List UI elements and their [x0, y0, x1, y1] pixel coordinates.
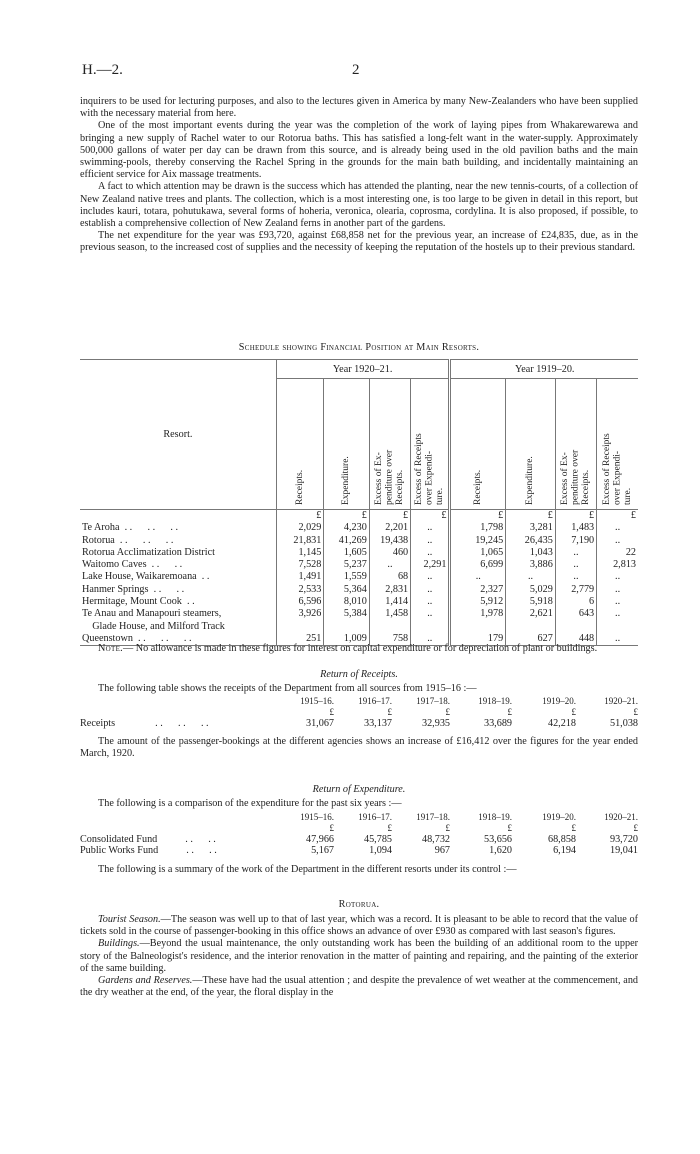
col-expenditure: Expenditure. — [525, 456, 536, 505]
col-expenditure: Expenditure. — [341, 456, 352, 505]
table-cell: 3,281 — [506, 522, 556, 534]
table-cell: 2,779 — [555, 584, 596, 596]
table-cell: 2,831 — [369, 584, 410, 596]
year-label: 1920–21. — [604, 812, 638, 822]
table-cell: .. — [411, 608, 450, 620]
year-label: 1917–18. — [416, 812, 450, 822]
year-label: 1918–19. — [478, 812, 512, 822]
year-label: 1920–21. — [604, 696, 638, 706]
rotorua-paragraph: Buildings.—Beyond the usual maintenance, the only outstanding work has been the building of an additional room to the upper story of the Balneologist's residence, and the interior renovation in the matter of painting and repairing, and the painting of the exterior of the same building. — [80, 938, 638, 974]
table-cell: 1,798 — [450, 522, 506, 534]
table-cell: 5,912 — [450, 596, 506, 608]
intro-text — [80, 96, 638, 255]
resort-column-header: Resort. — [80, 360, 276, 510]
table-cell: 1,491 — [276, 571, 324, 583]
table-cell: .. — [369, 559, 410, 571]
receipts-heading: Return of Receipts. — [320, 669, 398, 680]
resort-name: Glade House, and Milford Track — [82, 620, 225, 632]
table-cell: .. — [597, 608, 638, 620]
resort-name: Waitomo Caves . . . . — [82, 559, 183, 571]
table-cell: 5,384 — [324, 608, 369, 620]
table-cell: 2,533 — [276, 584, 324, 596]
table-cell: 6,596 — [276, 596, 324, 608]
table-cell: 1,043 — [506, 547, 556, 559]
col-receipts: Receipts. — [473, 469, 484, 505]
table-cell: 19,438 — [369, 535, 410, 547]
year-label: 1915–16. — [300, 696, 334, 706]
year-label: 1916–17. — [358, 812, 392, 822]
rotorua-text — [80, 914, 638, 999]
table-cell: 2,291 — [411, 559, 450, 571]
table-cell: .. — [411, 571, 450, 583]
receipts-after: The amount of the passenger-bookings at the different agencies shows an increase of £16,412 over the figures for the year ended March, 1920. — [80, 736, 638, 760]
expenditure-after: The following is a summary of the work of the Department in the different resorts under its control :— — [98, 864, 517, 875]
table-cell: 5,029 — [506, 584, 556, 596]
table-cell: .. — [555, 559, 596, 571]
year-label: 1917–18. — [416, 696, 450, 706]
table-cell: .. — [411, 522, 450, 534]
col-excess-receipts: Excess of Receipts over Expendi- ture. — [414, 433, 446, 505]
expenditure-intro: The following is a comparison of the expenditure for the past six years :— — [98, 798, 402, 809]
table-cell: 6 — [555, 596, 596, 608]
year-label: 1919–20. — [542, 812, 576, 822]
table-cell — [597, 621, 638, 633]
table-cell: 179 — [450, 633, 506, 646]
table-cell: .. — [597, 633, 638, 646]
table-cell: 2,813 — [597, 559, 638, 571]
table-cell: 2,201 — [369, 522, 410, 534]
resort-name: Rotorua . . . . . . — [82, 534, 174, 546]
table-cell — [450, 621, 506, 633]
note-label: Note. — [98, 643, 124, 654]
year-b-header: Year 1919–20. — [450, 360, 638, 379]
table-row: Consolidated Fund . . . . 47,966 45,785 48,732 53,656 68,858 93,720 — [80, 834, 638, 845]
expenditure-heading: Return of Expenditure. — [312, 784, 406, 795]
page-header — [82, 62, 640, 82]
resort-name: Queenstown . . . . . . — [80, 633, 276, 646]
table-cell — [555, 621, 596, 633]
table-cell: 68 — [369, 571, 410, 583]
expenditure-table: 1915–16. 1916–17. 1917–18. 1918–19. 1919–20. 1920–21. £ £ £ £ £ £ Consolidated Fund . . . . 47,966 45,785 48,732 53,656 68,858 93,720 Public Works Fund . . . . 5,167 1,094 967 1,620 6,194 19,041 — [80, 812, 638, 856]
table-cell: .. — [555, 571, 596, 583]
table-cell: 1,065 — [450, 547, 506, 559]
table-cell: 7,528 — [276, 559, 324, 571]
table-cell: 6,699 — [450, 559, 506, 571]
resort-name: Hermitage, Mount Cook . . — [82, 596, 195, 608]
table-cell: .. — [411, 547, 450, 559]
table-cell: 22 — [597, 547, 638, 559]
col-excess-receipts: Excess of Receipts over Expendi- ture. — [601, 433, 633, 505]
table-cell: 1,458 — [369, 608, 410, 620]
table-cell: 758 — [369, 633, 410, 646]
table-row — [80, 522, 638, 534]
table-cell: 19,245 — [450, 535, 506, 547]
table-cell — [369, 621, 410, 633]
note-text: Note.— No allowance is made in these figures for interest on capital expenditure or for depreciation of plant or buildings. — [98, 643, 598, 654]
col-excess-expenditure: Excess of Ex- penditure over Receipts. — [560, 449, 592, 505]
page-number: 2 — [352, 62, 360, 78]
document-code: H.—2. — [82, 62, 123, 78]
table-cell: .. — [411, 633, 450, 646]
table-cell: 41,269 — [324, 535, 369, 547]
rotorua-heading: Rotorua. — [338, 899, 380, 910]
resort-name: Te Aroha . . . . . . — [82, 522, 179, 534]
col-excess-expenditure: Excess of Ex- penditure over Receipts. — [374, 449, 406, 505]
table-row — [80, 584, 638, 596]
year-a-header: Year 1920–21. — [276, 360, 450, 379]
table-cell: 7,190 — [555, 535, 596, 547]
table-row — [80, 559, 638, 571]
resort-name: Lake House, Waikaremoana . . — [82, 571, 210, 583]
resort-name: Hanmer Springs . . . . — [82, 583, 185, 595]
table-cell: 1,009 — [324, 633, 369, 646]
table-cell: 251 — [276, 633, 324, 646]
table-cell: 26,435 — [506, 535, 556, 547]
table-cell — [324, 621, 369, 633]
table-cell: .. — [411, 584, 450, 596]
table-cell: 5,918 — [506, 596, 556, 608]
table-cell: 627 — [506, 633, 556, 646]
table-cell: 3,886 — [506, 559, 556, 571]
table-cell: 2,029 — [276, 522, 324, 534]
table-cell: .. — [411, 596, 450, 608]
currency-row: £ £ £ £ £ £ £ £ — [80, 510, 638, 523]
table-cell: .. — [555, 547, 596, 559]
table-cell: .. — [450, 571, 506, 583]
table-cell: 1,605 — [324, 547, 369, 559]
rotorua-paragraph: Gardens and Reserves.—These have had the usual attention ; and despite the prevalence of wet weather at the commencement, and the dry weather at the end, of the year, the floral display in the — [80, 975, 639, 999]
table-cell: 1,414 — [369, 596, 410, 608]
table-cell: 1,145 — [276, 547, 324, 559]
table-cell: 2,621 — [506, 608, 556, 620]
table-cell: 5,237 — [324, 559, 369, 571]
table-cell: 1,978 — [450, 608, 506, 620]
intro-paragraph: inquirers to be used for lecturing purposes, and also to the lectures given in America by many New-Zealanders who have been supplied with the necessary material from here. — [80, 96, 638, 120]
table-cell: .. — [506, 571, 556, 583]
year-label: 1916–17. — [358, 696, 392, 706]
resorts-table — [80, 359, 638, 646]
table-row: Receipts . . . . . . 31,067 33,137 32,935 33,689 42,218 51,038 — [80, 718, 638, 729]
table-cell: .. — [597, 596, 638, 608]
resort-name: Rotorua Acclimatization District — [82, 546, 215, 558]
table-cell: 3,926 — [276, 608, 324, 620]
table-row — [80, 596, 638, 608]
year-label: 1919–20. — [542, 696, 576, 706]
rotorua-paragraph: Tourist Season.—The season was well up to that of last year, which was a record. It is pleasant to be able to record that the value of tickets sold in the course of passenger-booking in this office shows an advance of over £930 as compared with last season's figures. — [80, 914, 639, 938]
intro-paragraph: One of the most important events during the year was the completion of the work of laying pipes from Whakarewarewa and bringing a new supply of Rachel water to our Rotorua baths. This has satisfied a long-felt want in the water-supply. Approximately 500,000 gallons of water per day can be drawn from this source, and is already being used in the old pavilion baths and the main swimming-pools, thereby conserving the Rachel Spring in the grounds for the main bath building, and incidentally maintaining an efficient service for Aix massage treatments. — [80, 120, 638, 181]
table-cell — [411, 621, 450, 633]
year-label: 1918–19. — [478, 696, 512, 706]
col-receipts: Receipts. — [294, 469, 305, 505]
table-cell: .. — [597, 584, 638, 596]
table-cell: 460 — [369, 547, 410, 559]
table-cell: 21,831 — [276, 535, 324, 547]
table-cell: 4,230 — [324, 522, 369, 534]
table-cell: .. — [597, 535, 638, 547]
table-cell — [506, 621, 556, 633]
table-cell — [276, 621, 324, 633]
table-cell: 448 — [555, 633, 596, 646]
table-row — [80, 608, 638, 620]
resort-name: Te Anau and Manapouri steamers, — [82, 608, 222, 620]
table-cell: 5,364 — [324, 584, 369, 596]
table-row — [80, 571, 638, 583]
table-row — [80, 547, 638, 559]
schedule-title: Schedule showing Financial Position at Main Resorts. — [238, 342, 480, 353]
table-cell: .. — [597, 571, 638, 583]
intro-paragraph: A fact to which attention may be drawn is the success which has attended the planting, near the new tennis-courts, of a collection of New Zealand native trees and plants. The collection, which is a most interesting one, is too large to be given in detail in this report, but includes kauri, totara, pohutukawa, several forms of hoheria, veronica, olearia, coprosma, cordylina. It is also proposed, if possible, to establish a comprehensive collection of New Zealand ferns in another part of the gardens. — [80, 181, 638, 230]
table-cell: 2,327 — [450, 584, 506, 596]
year-label: 1915–16. — [300, 812, 334, 822]
receipts-intro: The following table shows the receipts of the Department from all sources from 1915–16 :— — [98, 683, 477, 694]
table-cell: 1,483 — [555, 522, 596, 534]
table-cell: .. — [411, 535, 450, 547]
table-cell: 1,559 — [324, 571, 369, 583]
table-row — [80, 535, 638, 547]
table-row — [80, 621, 638, 633]
table-cell: 8,010 — [324, 596, 369, 608]
receipts-table: 1915–16. 1916–17. 1917–18. 1918–19. 1919–20. 1920–21. £ £ £ £ £ £ Receipts . . . . . . 31,067 33,137 32,935 33,689 42,218 51,038 — [80, 696, 638, 729]
intro-paragraph: The net expenditure for the year was £93,720, against £68,858 net for the previous year, an increase of £24,835, due, as in the previous season, to the increased cost of supplies and the necessity of keeping the reputation of the hostels up to their previous standard. — [80, 230, 638, 254]
table-row: Public Works Fund . . . . 5,167 1,094 967 1,620 6,194 19,041 — [80, 845, 638, 856]
table-cell: .. — [597, 522, 638, 534]
table-cell: 643 — [555, 608, 596, 620]
